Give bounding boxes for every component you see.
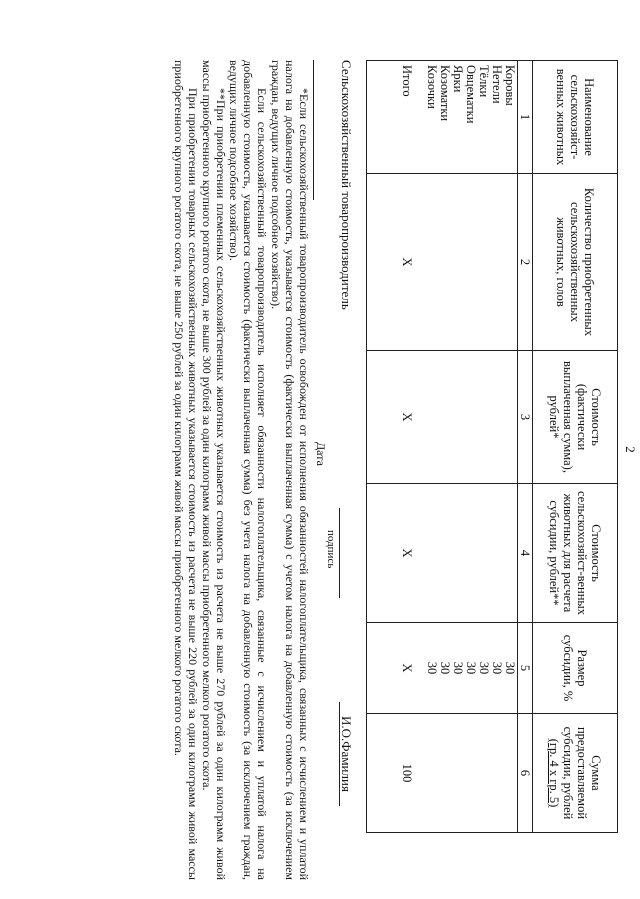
animal-name: Ярки xyxy=(451,65,465,93)
footnote: Если сельскохозяйственный товаропроизводитель исполняет обязанности налогоплательщика, связанные с исчислением и уплатой налога на добавленную стоимость, указывается стоимость (фактически выплаченная сумма) без учета налога на добавленную стоимость (за исключением граждан, ведущих личное подсобное хозяйство). xyxy=(227,60,270,880)
total-sum: 100 xyxy=(400,763,414,783)
header-quantity: Количество приобретенных сельскохозяйственных животных, голов xyxy=(533,174,618,351)
total-quantity: X xyxy=(400,257,414,267)
header-cost-for-subsidy: Стоимость сельскохозяйст-венных животных для расчета субсидии, рублей** xyxy=(533,484,618,623)
header-subsidy-sum xyxy=(533,714,618,833)
column-number: 4 xyxy=(518,484,533,623)
subsidy-rate: 30 xyxy=(451,661,465,675)
subsidy-rate: 30 xyxy=(503,661,517,675)
subsidy-rate: 30 xyxy=(438,661,452,675)
column-number: 5 xyxy=(518,623,533,714)
page-number: 2 xyxy=(623,446,638,453)
column-number-row xyxy=(518,61,533,833)
table-header-row xyxy=(533,61,618,833)
footnote: При приобретении товарных сельскохозяйственных животных указывается стоимость из расчета не выше 220 рублей за один килограмм живой массы приобретенного крупного рогатого скота, не выше 250 рублей за один килограмм живой массы приобретенного мелкого рогатого скота. xyxy=(171,60,200,880)
animal-name: Нетели xyxy=(490,65,504,104)
quantity-cell xyxy=(367,174,518,351)
total-label: Итого xyxy=(400,65,414,97)
header-cost-paid: Стоимость (фактически выплаченная сумма), рублей* xyxy=(533,351,618,484)
animal-names-cell xyxy=(367,61,518,174)
total-cost: X xyxy=(400,412,414,422)
footnotes xyxy=(171,60,310,880)
footnote-divider xyxy=(313,60,314,200)
subsidy-rate: 30 xyxy=(464,661,478,675)
animal-name: Овцематки xyxy=(464,65,478,124)
header-subsidy-rate: Размер субсидии, % xyxy=(533,623,618,714)
table-body-row xyxy=(367,61,518,833)
column-number: 3 xyxy=(518,351,533,484)
rate-cell xyxy=(367,623,518,714)
subsidy-rate: 30 xyxy=(477,661,491,675)
signature-caption: подпись xyxy=(325,530,337,569)
subsidy-rate: 30 xyxy=(425,661,439,675)
subsidy-rate: 30 xyxy=(490,661,504,675)
footnote: **При приобретении племенных сельскохозяйственных животных указывается стоимость из расчета не выше 270 рублей за один килограмм живой массы приобретенного крупного рогатого скота, не выше 300 рублей за один килограмм живой массы приобретенного мелкого рогатого скота. xyxy=(199,60,228,880)
signatory-label: Сельскохозяйственный товаропроизводитель xyxy=(339,60,354,310)
cost-cell xyxy=(367,351,518,484)
name-line xyxy=(339,702,340,806)
header-animal-name: Наименование сельскохозяйст-венных животных xyxy=(533,61,618,174)
signatory-name: И.О.Фамилия xyxy=(339,716,354,792)
date-label: Дата xyxy=(314,442,328,466)
calc-cost-cell xyxy=(367,484,518,623)
footnote: *Если сельскохозяйственный товаропроизводитель освобожден от исполнения обязанностей налогоплательщика, связанных с исчислением и уплатой налога на добавленную стоимость, указывается стоимость (фактически выплаченная сумма) с учетом налога на добавленную стоимость (за исключением граждан, ведущих личное подсобное хозяйство). xyxy=(269,60,311,880)
animal-name: Козоматки xyxy=(438,65,452,122)
animal-name: Коровы xyxy=(503,65,517,106)
header-subsidy-sum-text: Сумма предоставляемой субсидии, рублей xyxy=(561,726,603,820)
animal-name: Козочки xyxy=(425,65,439,109)
animal-name: Тёлки xyxy=(477,65,491,98)
column-number: 2 xyxy=(518,174,533,351)
signature-line xyxy=(339,508,340,598)
header-subsidy-sum-formula: (гр. 4 х гр. 5) xyxy=(547,738,561,808)
sum-cell xyxy=(367,714,518,833)
total-rate: X xyxy=(400,663,414,673)
total-calc-cost: X xyxy=(400,548,414,558)
column-number: 6 xyxy=(518,714,533,833)
subsidy-table xyxy=(366,60,618,833)
column-number: 1 xyxy=(518,61,533,174)
